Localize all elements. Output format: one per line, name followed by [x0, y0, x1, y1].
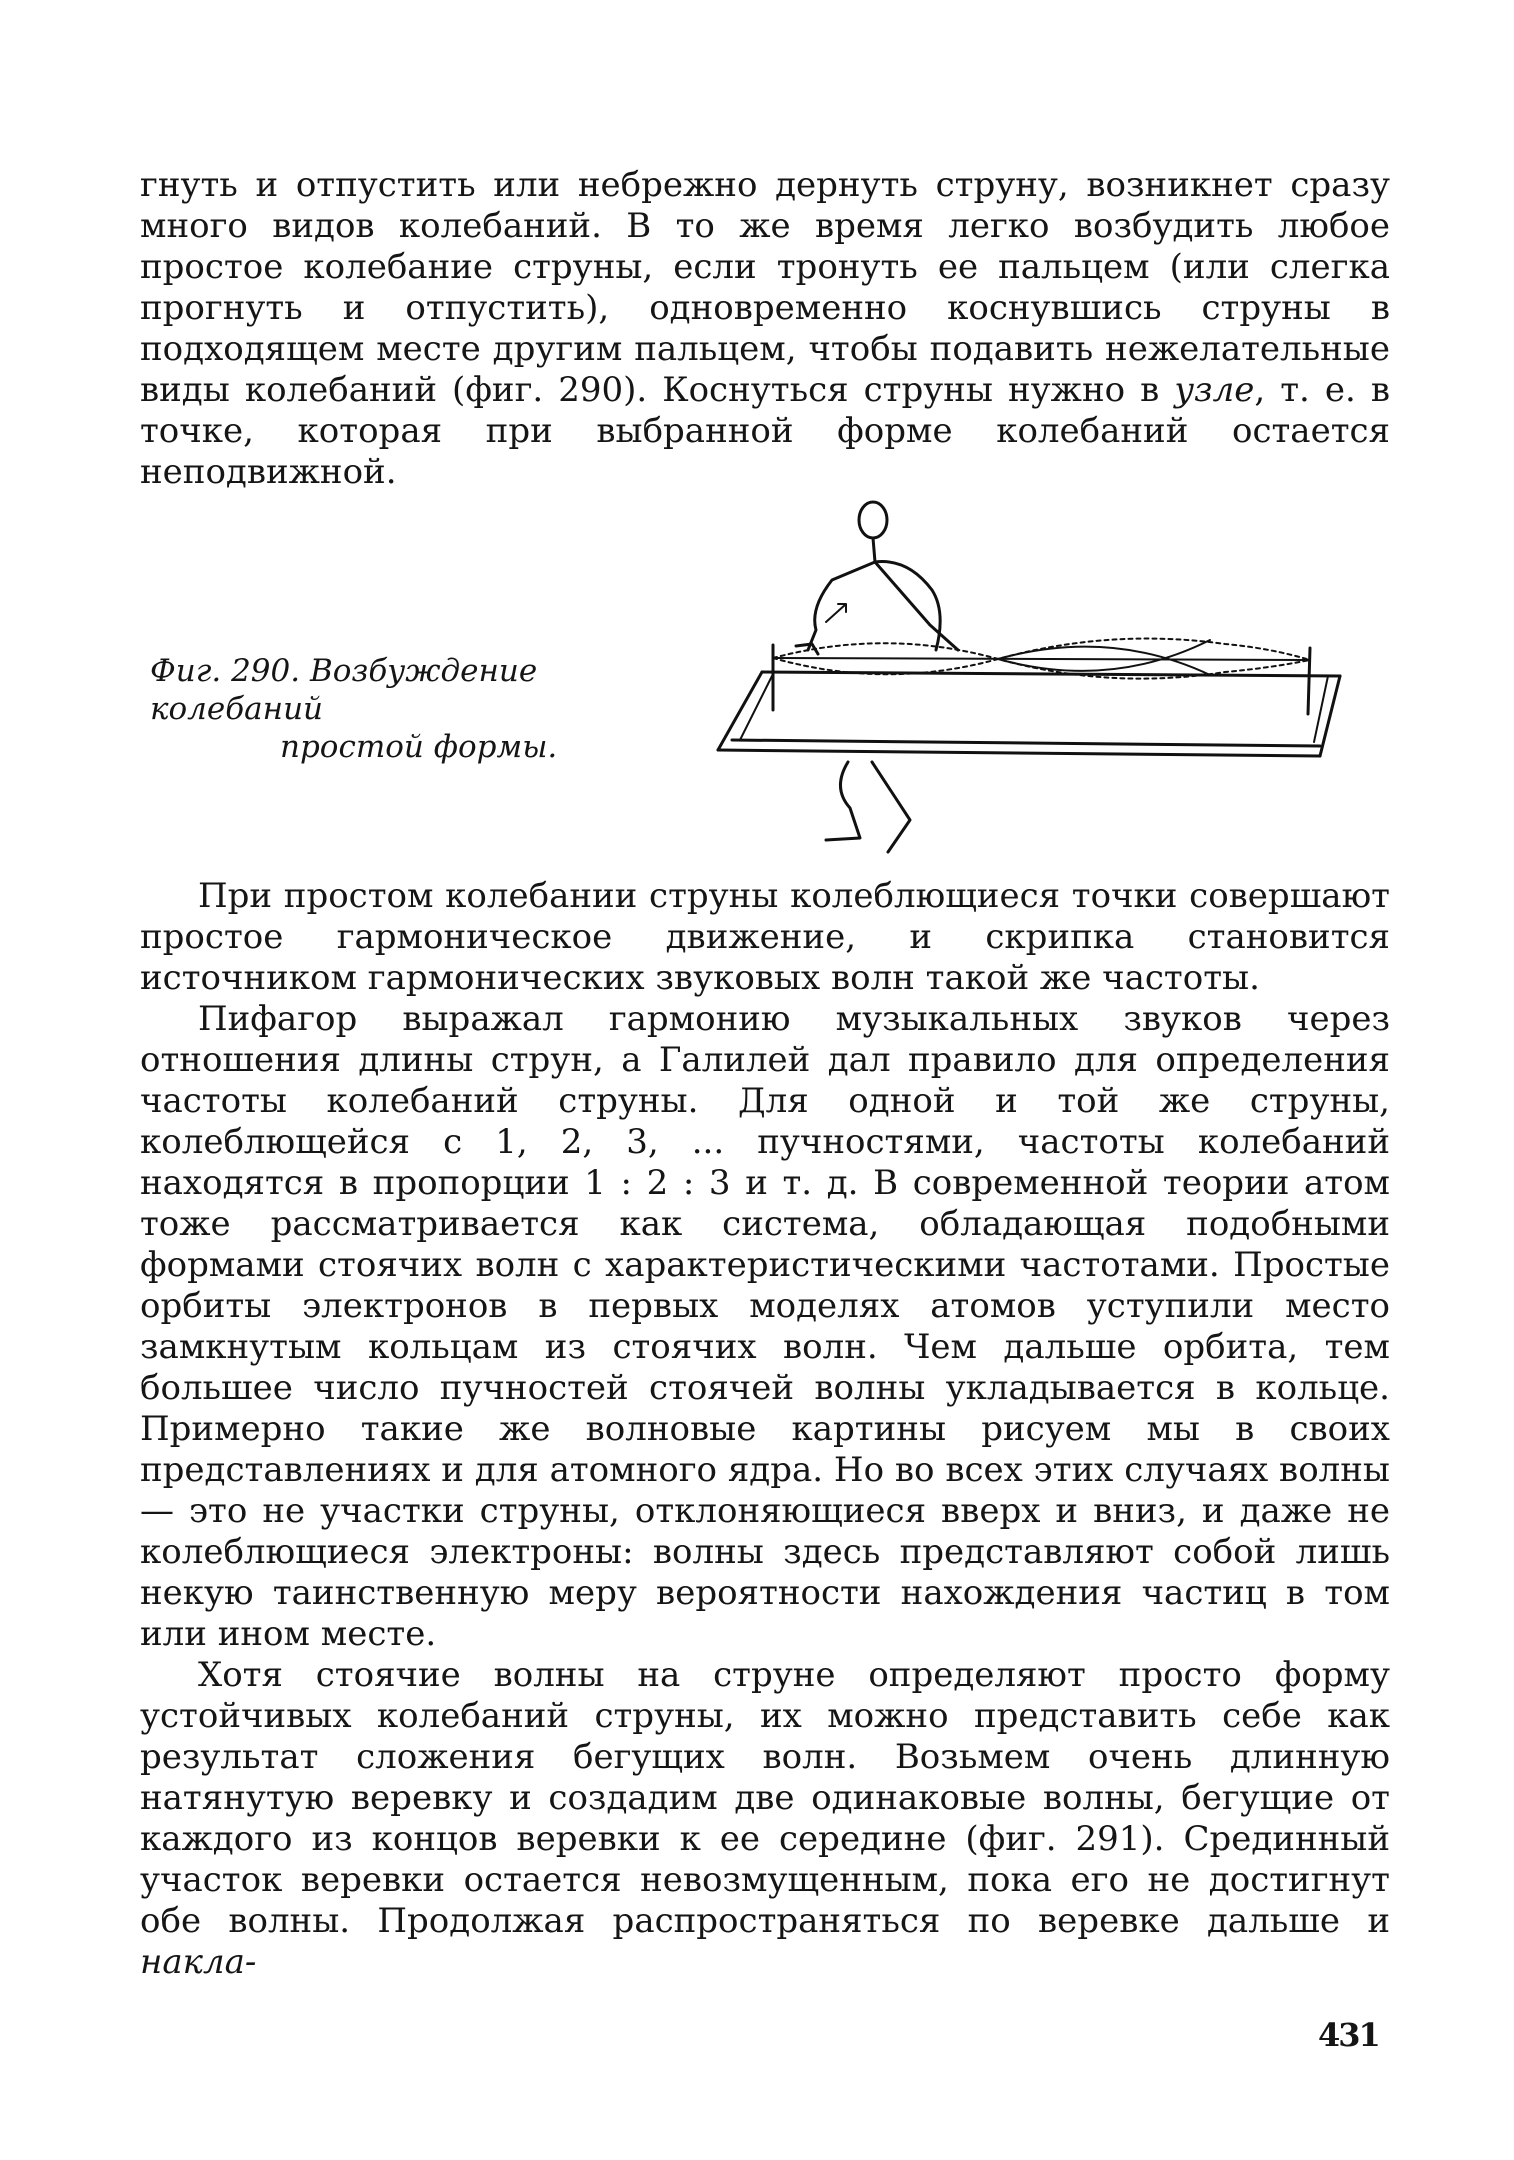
- left-leg: [826, 762, 860, 840]
- italic-term: накла-: [140, 1942, 257, 1982]
- body-paragraphs: [140, 876, 1390, 1983]
- caption-line-1: Возбуждение колебаний: [150, 653, 538, 727]
- paragraph: Пифагор выражал гармонию музыкальных звуков через отношения длины струн, а Галилей дал правило для определения частоты колебаний струны. Для одной и той же струны, колеблющейся с 1, 2, 3, ... пучностями, частоты колебаний находятся в пропорции 1 : 2 : 3 и т. д. В современной теории атом тоже рассматривается как система, обладающая подобными формами стоячих волн с характеристическими частотами. Простые орбиты электронов в первых моделях атомов уступили место замкнутым кольцам из стоячих волн. Чем дальше орбита, тем большее число пучностей стоячей волны укладывается в кольце. Примерно такие же волновые картины рисуем мы в своих представлениях и для атомного ядра. Но во всех этих случаях волны — это не участки струны, отклоняющиеся вверх и вниз, и даже не колеблющиеся электроны: волны здесь представляют собой лишь некую таинственную меру вероятности нахождения частиц в том или ином месте.: [140, 999, 1390, 1654]
- paragraph-text: Хотя стоячие волны на струне определяют просто форму устойчивых колебаний струны, их можно представить себе как результат сложения бегущих волн. Возьмем очень длинную натянутую веревку и создадим две одинаковые волны, бегущие от каждого из концов веревки к ее середине (фиг. 291). Срединный участок веревки остается невозмущенным, пока его не достигнут обе волны. Продолжая распространяться по веревке дальше и: [140, 1655, 1390, 1941]
- wave-crossing-2: [998, 640, 1210, 671]
- caption-label: Фиг. 290.: [150, 653, 301, 689]
- caption-line-2: простой формы.: [280, 729, 558, 765]
- paragraph-text: гнуть и отпустить или небрежно дернуть струну, возникнет сразу много видов колебаний. В то же время легко возбудить любое простое колебание струны, если тронуть ее пальцем (или слегка прогнуть и отпустить), одновременно коснувшись струны в подходящем месте другим пальцем, чтобы подавить нежелательные виды колебаний (фиг. 290). Коснуться струны нужно в: [140, 165, 1390, 410]
- figure-290-illustration: [700, 500, 1380, 860]
- paragraph: При простом колебании струны колеблющиеся точки совершают простое гармоническое движение, и скрипка становится источником гармонических звуковых волн такой же частоты.: [140, 876, 1390, 998]
- board-right-side: [1320, 676, 1340, 756]
- right-leg: [872, 762, 910, 852]
- opening-paragraph: [140, 165, 1390, 493]
- italic-term: узле: [1174, 370, 1255, 410]
- last-paragraph: [140, 1655, 1390, 1983]
- head: [859, 502, 887, 538]
- torso: [873, 538, 958, 650]
- left-arm: [808, 562, 875, 650]
- board-front-edge: [732, 740, 1320, 746]
- page-number: 431: [1318, 2016, 1379, 2054]
- right-bridge: [1308, 648, 1310, 714]
- figure-caption: [150, 652, 710, 766]
- paragraph-text: , т. е. в точке, которая при выбранной форме колебаний остается неподвижной.: [140, 370, 1390, 492]
- board-top-edge: [762, 672, 1340, 676]
- board-bottom-edge: [718, 750, 1320, 756]
- motion-arrow: [826, 604, 846, 622]
- string: [773, 658, 1310, 660]
